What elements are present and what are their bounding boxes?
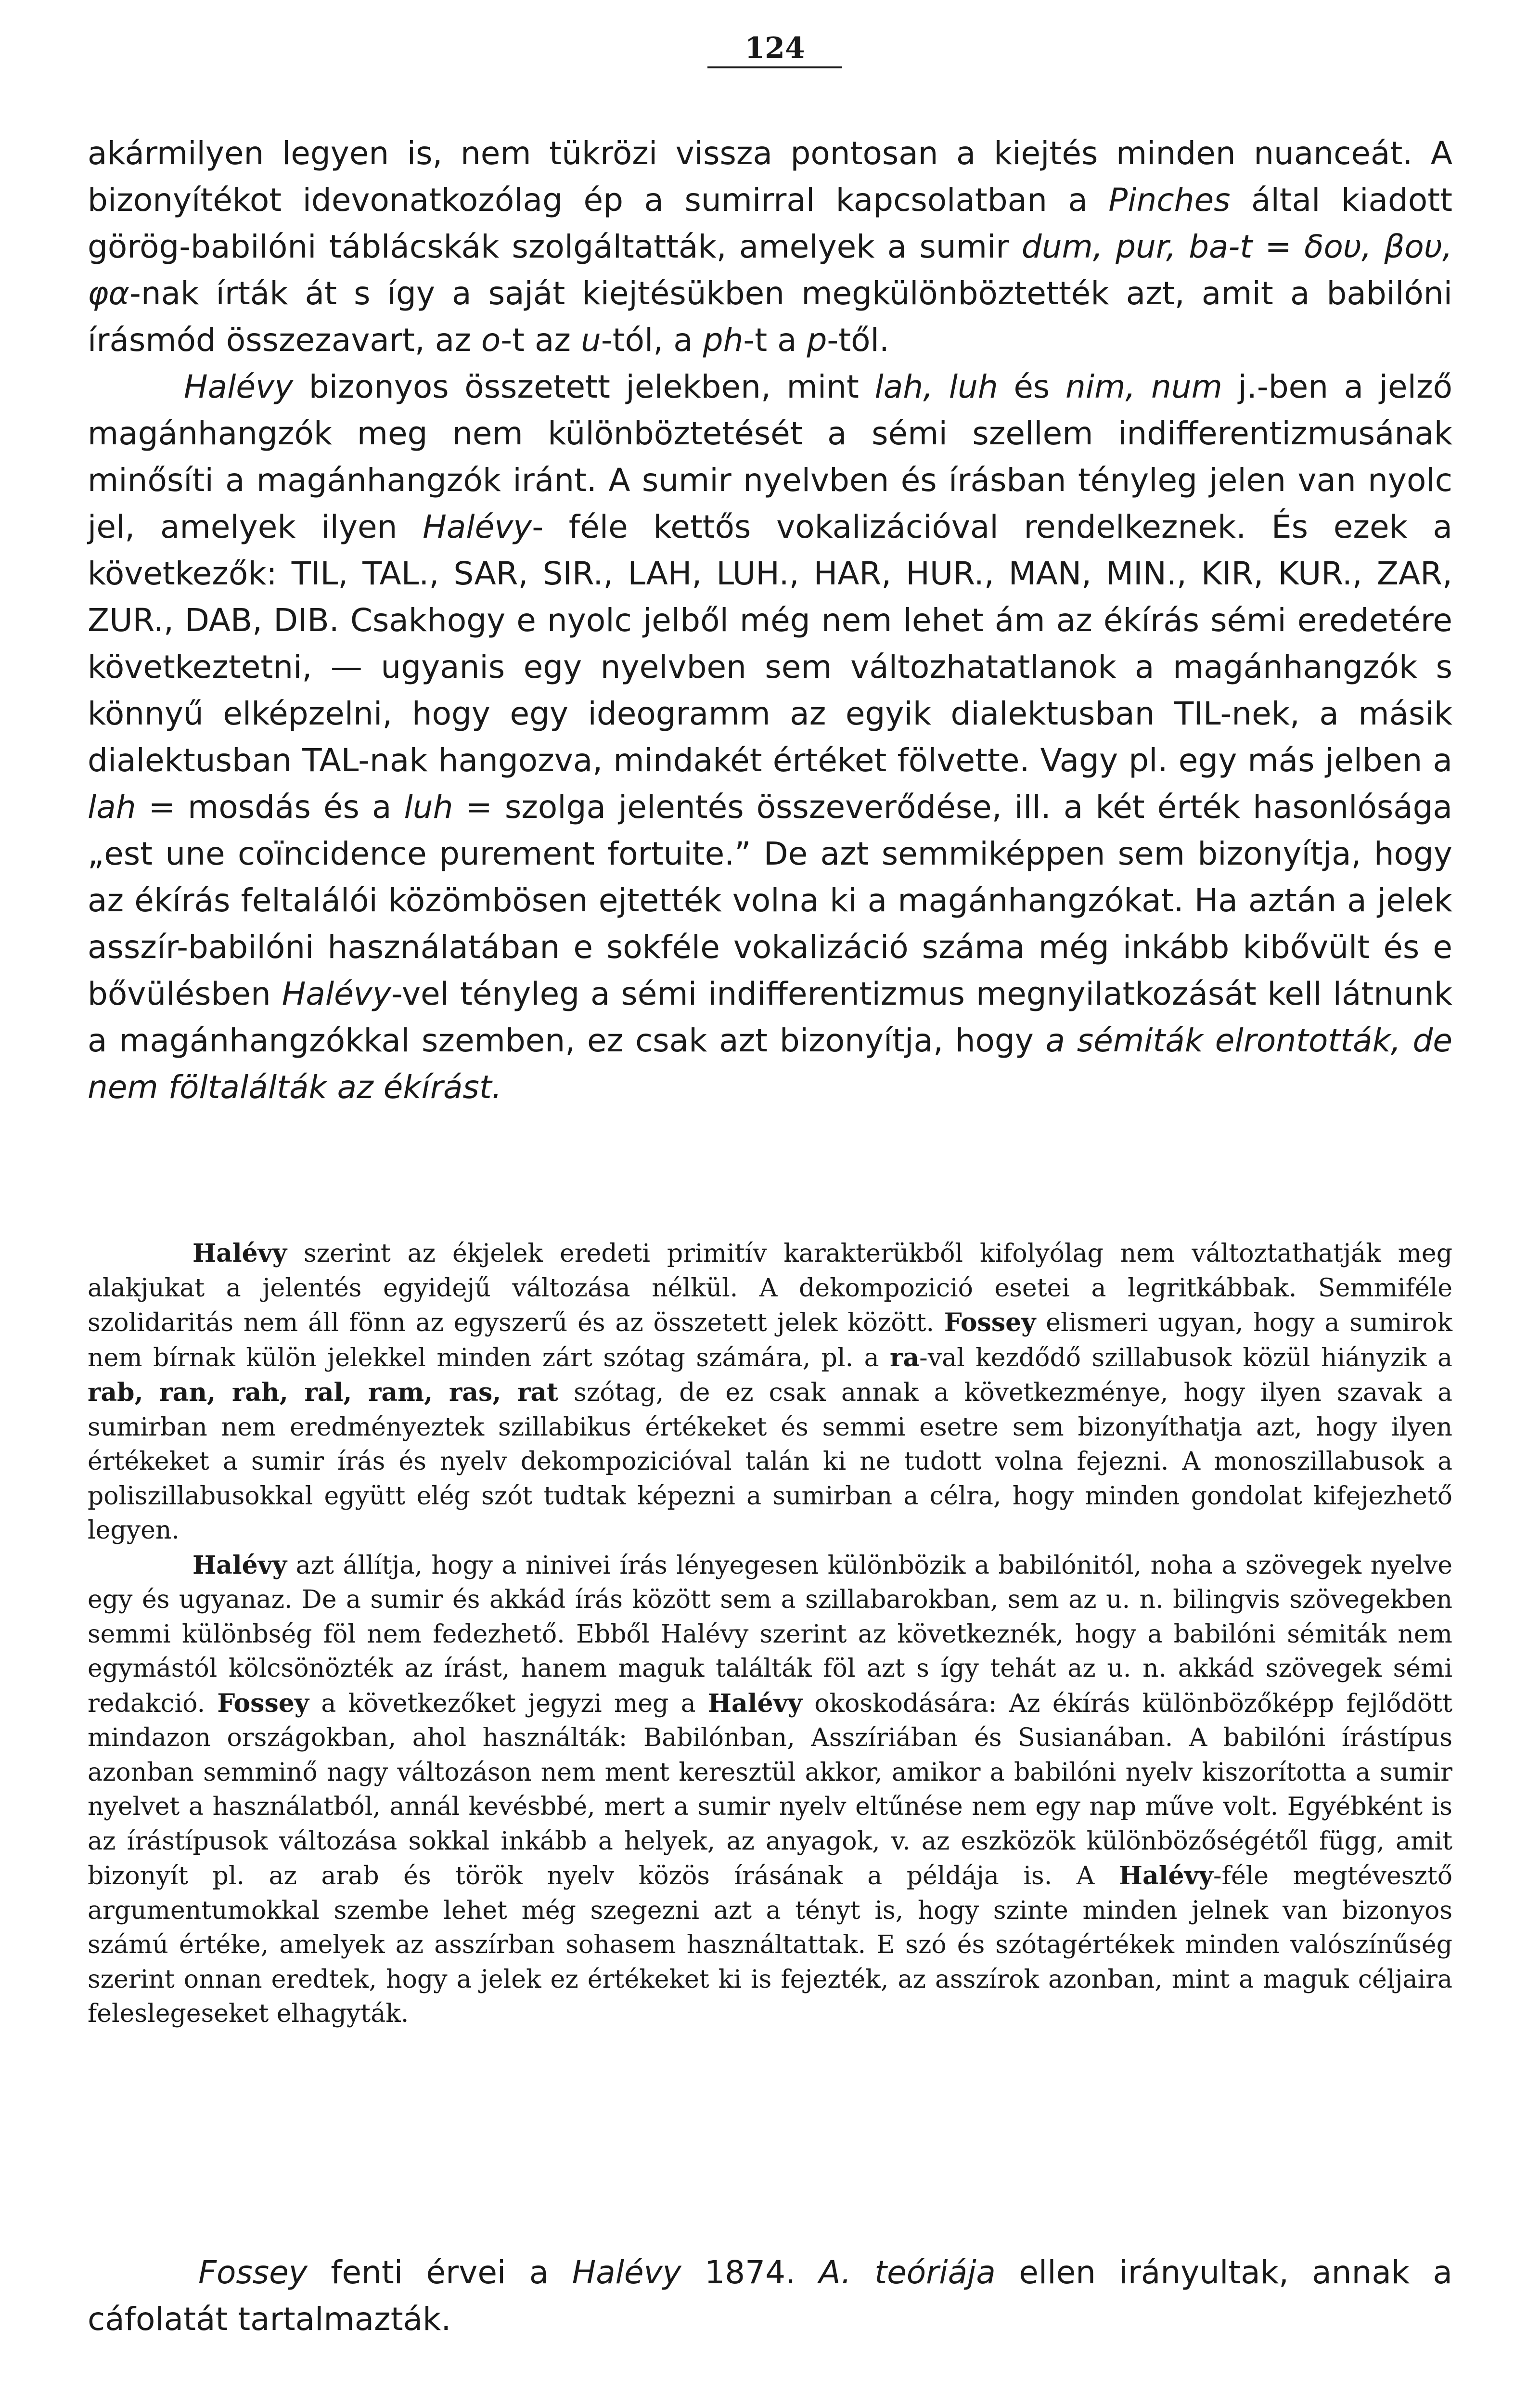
author-name: Halévy xyxy=(192,1550,287,1580)
text-run: - féle kettős vokalizációval rendelkeznek. És ezek a következők: TIL, TAL., SAR, SIR., LAH, LUH., HAR, HUR., MAN, MIN., KIR, KUR., ZAR, ZUR., DAB, DIB. Csakhogy e nyolc jelből még nem lehet ám az ékírás sémi eredetére következtetni, — ugyanis egy nyelvben sem változhatatlanok a magánhangzók s könnyű elképzelni, hogy egy ideogramm az egyik dialektusban TIL-nek, a másik dialektusban TAL-nak hangozva, mindakét értéket fölvette. Vagy pl. egy más jelben a xyxy=(88,508,1452,779)
syllable-list: rab, ran, rah, ral, ram, ras, rat xyxy=(88,1378,559,1407)
theory-name: A. teóriája xyxy=(819,2254,996,2291)
text-run: -t a xyxy=(743,322,807,359)
author-name: Halévy xyxy=(1118,1861,1213,1890)
page-number: 124 xyxy=(744,31,805,65)
paragraph-halevy-ninevite xyxy=(88,1548,1452,2032)
paragraph-halevy-vocalization xyxy=(88,363,1452,1111)
text-run: -t az xyxy=(500,322,581,359)
text-run: = mosdás és a xyxy=(136,789,404,826)
author-name: Halévy xyxy=(572,2254,681,2291)
letter: o xyxy=(481,322,501,359)
page-number-underline xyxy=(707,66,842,68)
text-run: -től. xyxy=(827,322,889,359)
author-name: Halévy xyxy=(423,508,532,545)
text-run: azt állítja, hogy a ninivei írás lényegesen különbözik a babilónitól, noha a szövegek nyelve egy és ugyanaz. De a sumir és akkád írás között sem a szillabarokban, sem az u. n. bilingvis szövegekben semmi különbség föl nem fedezhető. Ebből Halévy szerint az következnék, hogy a babilóni sémiták nem egymástól kölcsönözték az írást, hanem maguk találták föl azt s így tehát az u. n. akkád szövegek sémi redakció. xyxy=(88,1551,1452,1718)
emphasized-conclusion: a sémiták elrontották, de nem föltalálták az ékírást. xyxy=(88,1022,1452,1106)
author-name: Fossey xyxy=(944,1308,1036,1337)
sign-value: lah xyxy=(88,789,136,826)
text-run: -nak írták át s így a saját kiejtésükben megkülönböztették azt, amit a babilóni írásmód összezavart, az xyxy=(88,275,1452,359)
text-run: -val kezdődő szillabusok közül hiányzik a xyxy=(919,1343,1453,1372)
author-name: Fossey xyxy=(217,1688,309,1718)
letter: ph xyxy=(703,322,744,359)
closing-text xyxy=(88,2249,1452,2342)
greek-transcription: δου, βου, φα xyxy=(88,228,1452,312)
paragraph-halevy-signs xyxy=(88,1236,1452,1548)
author-name: Halévy xyxy=(184,368,294,405)
text-run: -féle megtévesztő argumentumokkal szembe lehet még szegezni azt a tényt is, hogy szinte minden jelnek van bizonyos számú értéke, amelyek az asszírban sohasem használtattak. E szó és szótagértékek minden valószínűség szerint onnan eredtek, hogy a jelek ez értékeket ki is fejezték, az asszírok azonban, mint a maguk céljaira feleslegeseket elhagyták. xyxy=(88,1862,1453,2028)
main-text xyxy=(88,130,1452,1111)
author-name: Halévy xyxy=(192,1239,287,1268)
author-name: Halévy xyxy=(707,1688,802,1718)
text-run: elismeri ugyan, hogy a sumirok nem bírnak külön jelekkel minden zárt szótag számára, pl. a xyxy=(88,1308,1452,1372)
text-run: szótag, de ez csak annak a következménye, hogy ilyen szavak a sumirban nem eredményeztek szillabikus értékeket és semmi esetre sem bizonyíthatja azt, hogy ilyen értékeket a sumir írás és nyelv dekompozicióval talán ki ne tudott volna fejezni. A monoszillabusok a poliszillabusokkal együtt elég szót tudtak képezni a sumirban a célra, hogy minden gondolat kifejezhető legyen. xyxy=(88,1378,1453,1545)
syllable: ra xyxy=(890,1343,920,1372)
text-run: -tól, a xyxy=(601,322,703,359)
text-run: -vel tényleg a sémi indifferentizmus megnyilatkozását kell látnunk a magánhangzókkal szemben, ez csak azt bizonyítja, hogy xyxy=(88,975,1452,1059)
text-run: okoskodására: Az ékírás különbözőképp fejlődött mindazon országokban, ahol használták: Babilónban, Asszíriában és Susianában. A babilóni írástípus azonban semminő nagy változáson nem ment keresztül akkor, amikor a babilóni nyelv kiszorította a sumir nyelvet a használatból, annál kevésbbé, mert a sumir nyelv eltűnése nem egy nap műve volt. Egyébként is az írástípusok változása sokkal inkább a helyek, az anyagok, v. az eszközök különbözőségétől függ, amit bizonyít pl. az arab és török nyelv közös írásának a példája is. A xyxy=(88,1689,1452,1890)
text-run: bizonyos összetett jelekben, mint xyxy=(293,368,875,405)
text-run: fenti érvei a xyxy=(307,2254,572,2291)
small-print-section xyxy=(88,1236,1452,2032)
text-run: j.-ben a jelző magánhangzók meg nem különböztetését a sémi szellem indifferentizmusának minősíti a magánhangzók iránt. A sumir nyelvben és írásban tényleg jelen van nyolc jel, amelyek ilyen xyxy=(88,368,1452,545)
paragraph-continuation xyxy=(88,130,1452,363)
author-name: Pinches xyxy=(1108,181,1231,219)
sign-values: nim, num xyxy=(1065,368,1222,405)
text-run: szerint az ékjelek eredeti primitív karakterükből kifolyólag nem változtathatják meg alakjukat a jelentés egyidejű változása nélkül. A dekompozició esetei a legritkábbak. Semmiféle szolidaritás nem áll fönn az egyszerű és az összetett jelek között. xyxy=(88,1239,1452,1337)
text-run: ellen irányultak, annak a cáfolatát tartalmazták. xyxy=(88,2254,1452,2338)
text-run: 1874. xyxy=(681,2254,819,2291)
text-run: a következőket jegyzi meg a xyxy=(309,1689,708,1718)
text-run: = xyxy=(1252,228,1305,265)
text-run: által kiadott görög-babilóni táblácskák szolgáltatták, amelyek a sumir xyxy=(88,181,1452,265)
author-name: Fossey xyxy=(198,2254,308,2291)
letter: u xyxy=(581,322,601,359)
text-run: és xyxy=(998,368,1065,405)
text-run: = szolga jelentés összeverődése, ill. a két érték hasonlósága „est une coïncidence purement fortuite.” De azt semmiképpen sem bizonyítja, hogy az ékírás feltalálói közömbösen ejtették volna ki a magánhangzókat. Ha aztán a jelek asszír-babilóni használatában e sokféle vokalizáció száma még inkább kibővült és e bővülésben xyxy=(88,789,1452,1012)
letter: p xyxy=(807,322,827,359)
sumerian-forms: dum, pur, ba-t xyxy=(1021,228,1253,265)
paragraph-closing xyxy=(88,2249,1452,2342)
text-run: akármilyen legyen is, nem tükrözi vissza pontosan a kiejtés minden nuanceát. A bizonyítékot idevonatkozólag ép a sumirral kapcsolatban a xyxy=(88,135,1452,219)
sign-value: luh xyxy=(404,789,453,826)
sign-values: lah, luh xyxy=(874,368,998,405)
author-name: Halévy xyxy=(282,975,391,1012)
